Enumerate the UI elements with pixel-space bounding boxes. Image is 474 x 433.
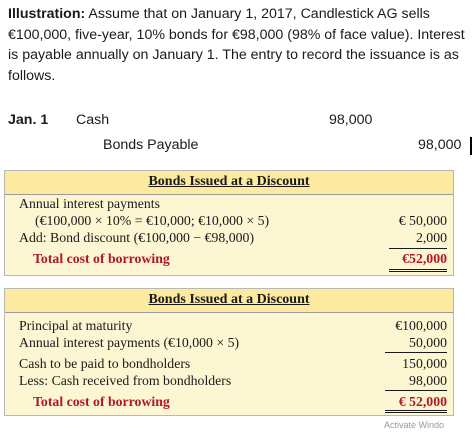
entry-credit-account: Bonds Payable: [103, 137, 199, 153]
illustration-label: Illustration:: [8, 6, 86, 22]
box1-total-amount: €52,000: [402, 251, 447, 266]
box1-line2: (€100,000 × 10% = €10,000; €10,000 × 5): [35, 213, 270, 228]
box2-line1: Principal at maturity: [19, 318, 133, 333]
box2-line2-amount: 50,000: [409, 335, 447, 350]
box2-title: Bonds Issued at a Discount: [148, 292, 310, 307]
discount-box-2: [4, 288, 454, 416]
box1-subtotal-rule: [389, 248, 447, 249]
box1-line2-amount: € 50,000: [398, 213, 447, 228]
entry-debit-account: Cash: [76, 112, 110, 128]
entry-debit-amount: 98,000: [329, 112, 373, 128]
box2-line3: Cash to be paid to bondholders: [19, 356, 191, 371]
box1-total-rule-top: [389, 269, 447, 270]
box2-rule-2: [385, 390, 447, 391]
box2-line4-amount: 98,000: [409, 373, 447, 388]
box1-line3: Add: Bond discount (€100,000 − €98,000): [19, 230, 255, 245]
entry-credit-amount: 98,000: [418, 137, 462, 153]
box2-total-label: Total cost of borrowing: [33, 394, 170, 409]
box1-line1: Annual interest payments: [19, 196, 161, 211]
box2-line4: Less: Cash received from bondholders: [19, 373, 232, 388]
discount-box-1: [4, 170, 454, 276]
box2-total-rule-bottom: [385, 412, 447, 413]
activate-windows-watermark: Activate Windo: [384, 420, 445, 430]
box2-line1-amount: €100,000: [395, 318, 447, 333]
box2-total-rule-top: [385, 410, 447, 411]
text-cursor: [470, 137, 472, 155]
box2-line3-amount: 150,000: [402, 356, 447, 371]
box1-line3-amount: 2,000: [415, 230, 447, 245]
box1-title: Bonds Issued at a Discount: [148, 174, 310, 189]
box2-rule-1: [385, 352, 447, 353]
box2-line2: Annual interest payments (€10,000 × 5): [19, 335, 240, 350]
box1-total-label: Total cost of borrowing: [33, 251, 170, 266]
box1-total-rule-bottom: [389, 271, 447, 272]
box2-total-amount: € 52,000: [398, 394, 447, 409]
illustration-paragraph: [8, 4, 470, 86]
illustration-text: Assume that on January 1, 2017, Candlestick AG sells €100,000, five-year, 10% bonds for €98,000 (98% of face value). Interest is payable annually on January 1. The entry to record the issuance is as follows.: [8, 6, 465, 84]
entry-date: Jan. 1: [8, 112, 49, 128]
